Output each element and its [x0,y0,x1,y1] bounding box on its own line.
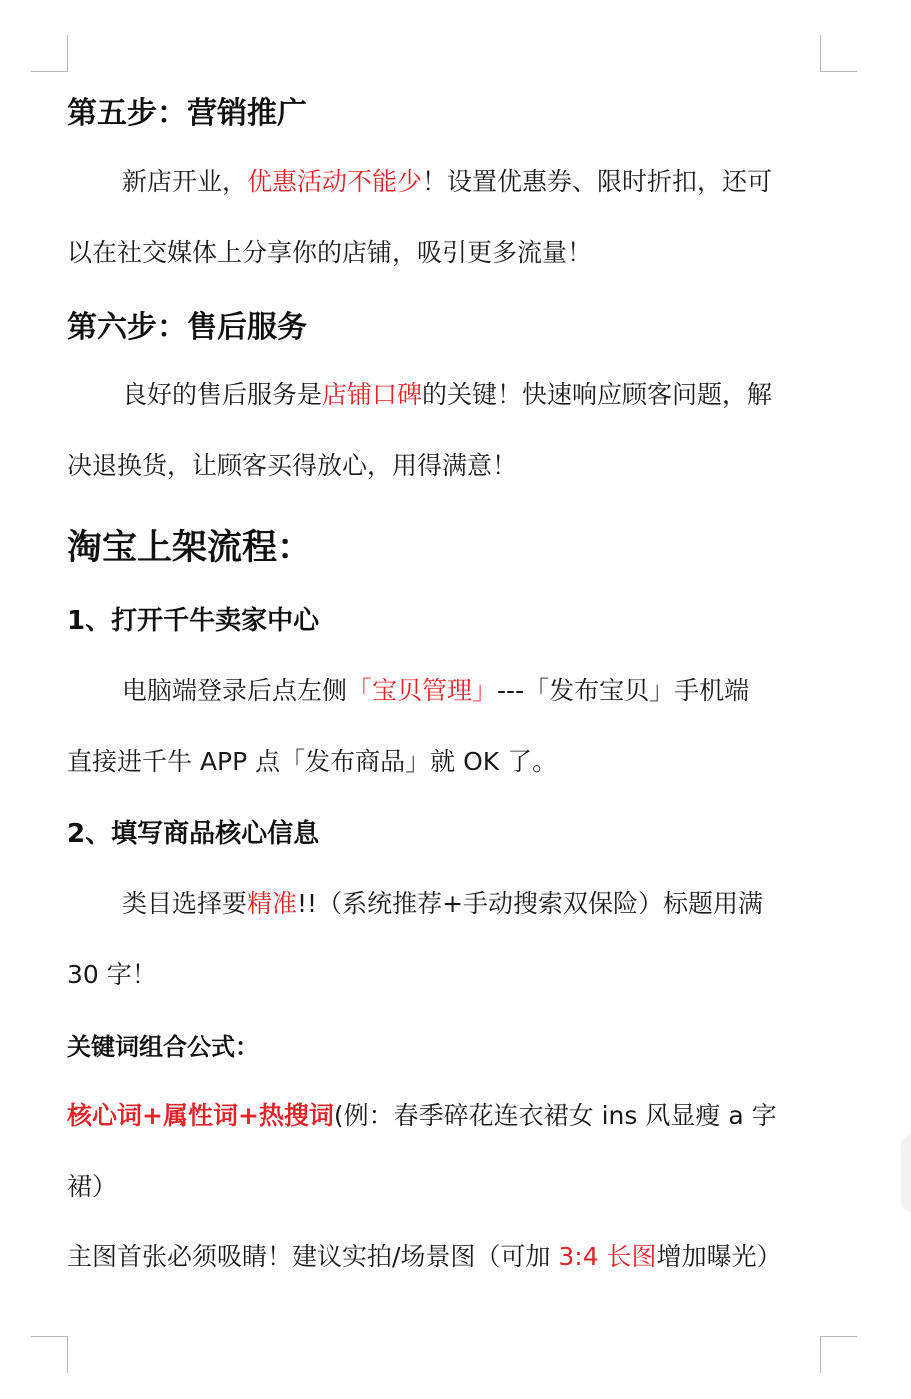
formula-example: (例：春季碎花连衣裙女 ins 风显瘦 a 字 [333,1101,777,1130]
process-step1-line1 [122,671,749,707]
formula-line2: 裙） [67,1172,118,1201]
process-step2-highlight: 精准 [247,889,298,918]
formula-highlight: 核心词+属性词+热搜词 [67,1101,334,1130]
step5-paragraph-line2: 以在社交媒体上分享你的店铺，吸引更多流量！ [67,238,593,267]
process-step1-line2: 直接进千牛 APP 点「发布商品」就 OK 了。 [67,747,558,776]
step5-paragraph-line1 [122,162,772,198]
step6-paragraph-line1 [122,375,772,411]
page-corner-top-right [820,35,857,72]
process-step2-line1 [122,884,763,920]
process-step1-highlight: 「宝贝管理」 [347,676,498,705]
main-image-text: 增加曝光） [656,1242,782,1271]
step6-heading: 第六步：售后服务 [67,310,307,345]
main-image-highlight: 3:4 长图 [558,1242,657,1271]
page-corner-top-left [31,35,68,72]
process-step2-heading: 2、填写商品核心信息 [67,819,320,849]
side-scroll-handle[interactable] [903,1135,911,1211]
main-image-line [67,1237,782,1273]
step6-text: 良好的售后服务是 [122,380,323,409]
step6-highlight: 店铺口碑 [322,380,423,409]
step5-heading: 第五步：营销推广 [67,96,307,131]
process-title: 淘宝上架流程： [67,528,313,568]
main-image-text: 主图首张必须吸睛！建议实拍/场景图（可加 [67,1242,559,1271]
step5-text: 新店开业， [122,167,248,196]
step6-paragraph-line2: 决退换货，让顾客买得放心，用得满意！ [67,451,518,480]
process-step1-heading: 1、打开千牛卖家中心 [67,606,320,636]
step5-highlight: 优惠活动不能少 [247,167,423,196]
process-step2-text: !!（系统推荐+手动搜索双保险）标题用满 [297,889,764,918]
step5-text: ！设置优惠券、限时折扣，还可 [422,167,773,196]
page-corner-bottom-right [820,1336,857,1373]
process-step1-text: 电脑端登录后点左侧 [122,676,348,705]
step6-text: 的关键！快速响应顾客问题，解 [422,380,773,409]
process-step2-line2: 30 字！ [67,960,157,989]
formula-line1 [67,1096,777,1132]
formula-heading: 关键词组合公式： [67,1033,259,1061]
process-step2-text: 类目选择要 [122,889,248,918]
process-step1-text: ---「发布宝贝」手机端 [497,676,750,705]
page-corner-bottom-left [31,1336,68,1373]
